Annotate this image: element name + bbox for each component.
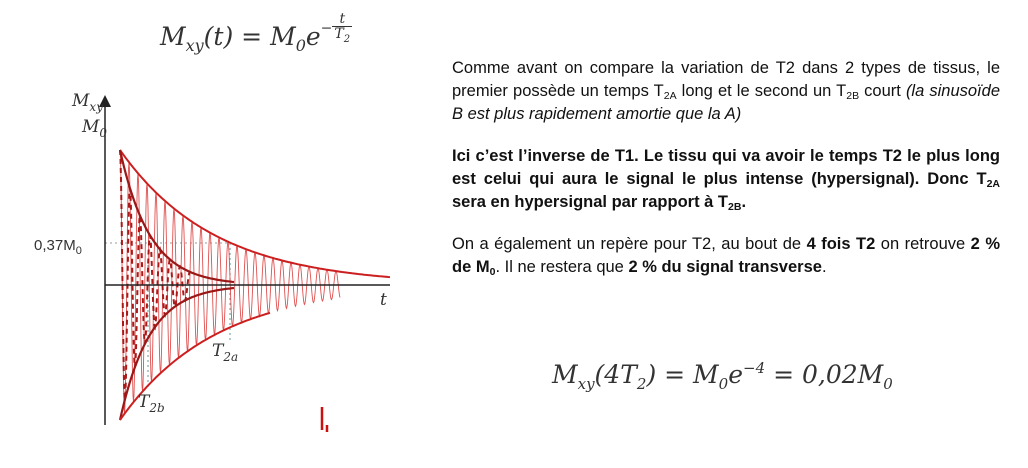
t2b-label: $T_{2b}$ <box>138 392 165 415</box>
paragraph-3 <box>452 233 1000 279</box>
t2a-label: $T_{2a}$ <box>212 341 239 364</box>
text-block <box>452 57 1000 298</box>
p2-part1: Ici c’est l’inverse de T1. Le tissu qui va avoir le temps T2 le plus long est celui qui aura le signal le plus intense (hypersignal). Donc T <box>452 147 1000 188</box>
fb-m1-sub: xy <box>577 375 595 393</box>
formula-top-rhs-base: e <box>305 22 321 51</box>
p1-part2: long et le second un T <box>676 82 847 100</box>
formula-top-rhs-sub: 0 <box>295 36 306 55</box>
p3-part3: . Il ne restera que <box>495 258 629 276</box>
formula-top-exp-den-letter: T <box>334 26 344 42</box>
formula-top-lhs-sub: xy <box>185 36 204 55</box>
p3-bold-3: 2 % du signal transverse <box>628 258 822 276</box>
red-mark <box>322 407 327 432</box>
fb-e-sup: −4 <box>743 359 766 377</box>
mid-label: $0,37M_0$ <box>34 237 82 257</box>
p1-sub-2a: 2A <box>663 90 677 102</box>
p2-part2: sera en hypersignal par rapport à T <box>452 193 729 211</box>
formula-top-lhs-arg: (t) = <box>203 22 271 51</box>
p3-part1: On a également un repère pour T2, au bout de <box>452 235 807 253</box>
fb-eq: = 0,02M <box>765 360 884 389</box>
formula-top-lhs: M <box>160 22 186 51</box>
paragraph-1 <box>452 57 1000 126</box>
formula-top-rhs: M <box>270 22 296 51</box>
formula-top-exp-den <box>332 27 352 45</box>
fb-e: e <box>728 360 743 389</box>
p2-sub-2b: 2B <box>728 201 742 213</box>
p2-sub-2a: 2A <box>986 178 1000 190</box>
y-axis-label: $M_{xy}$ <box>72 91 103 114</box>
p2-part3: . <box>741 193 747 211</box>
fb-arg: (4T <box>594 360 637 389</box>
p3-bold-1: 4 fois T2 <box>806 235 876 253</box>
p1-sub-2b: 2B <box>846 90 860 102</box>
decay-graph <box>30 80 390 440</box>
fb-m1: M <box>552 360 578 389</box>
p3-bold-2-text: 2 % de M <box>452 235 1001 276</box>
p3-part4: . <box>821 258 827 276</box>
fb-m2: M <box>693 360 719 389</box>
fb-m2-sub: 0 <box>718 375 729 393</box>
formula-top-exponent <box>321 12 352 45</box>
fb-arg-close: ) = <box>646 360 694 389</box>
x-axis-label: t <box>380 290 387 310</box>
fb-arg-sub: 2 <box>636 375 647 393</box>
p1-italic: (la sinusoïde B est plus rapidement amortie que la A) <box>452 82 1000 123</box>
envelope-a-top <box>120 150 390 277</box>
paragraph-2 <box>452 145 1000 214</box>
p1-part3: court <box>859 82 906 100</box>
p1-part1: Comme avant on compare la variation de T2 dans 2 types de tissus, le premier possède un temps T <box>452 59 1000 100</box>
p3-bold-2-sub: 0 <box>489 266 496 278</box>
formula-top-exp-sign: − <box>320 20 333 37</box>
formula-top-exp-num: t <box>332 12 352 27</box>
formula-bottom <box>552 359 893 393</box>
fb-end-sub: 0 <box>883 375 893 393</box>
p3-part2: on retrouve <box>875 235 971 253</box>
m0-label: $M_0$ <box>82 117 108 140</box>
formula-top-exp-fraction <box>332 12 352 45</box>
formula-top-exp-den-sub: 2 <box>343 33 351 45</box>
formula-top <box>160 11 352 55</box>
